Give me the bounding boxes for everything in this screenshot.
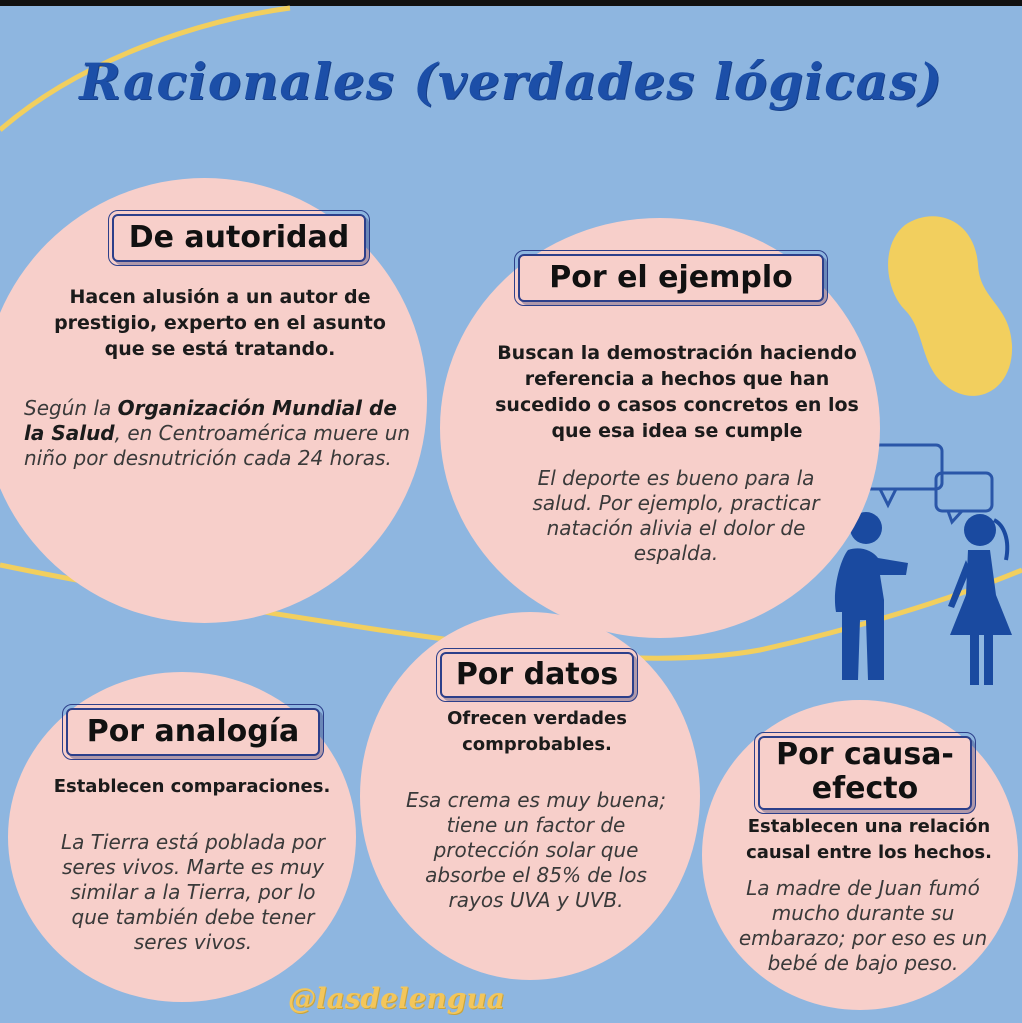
author-handle: @lasdelengua bbox=[288, 982, 505, 1015]
description-autoridad: Hacen alusión a un autor de prestigio, experto en el asunto que se está tratando. bbox=[54, 286, 386, 360]
example-analogia: La Tierra está poblada por seres vivos. Marte es muy similar a la Tierra, por lo que también debe tener seres vivos. bbox=[61, 830, 325, 954]
example-ejemplo: El deporte es bueno para la salud. Por ejemplo, practicar natación alivia el dolor de espalda. bbox=[532, 466, 820, 565]
example-autoridad-post: , en Centroamérica muere un niño por desnutrición cada 24 horas. bbox=[24, 421, 411, 470]
description-datos: Ofrecen verdades comprobables. bbox=[447, 708, 627, 755]
heading-causa bbox=[758, 736, 972, 810]
heading-causa-line1: Por causa- bbox=[776, 737, 954, 772]
heading-autoridad: De autoridad bbox=[112, 214, 366, 262]
page-title: Racionales (verdades lógicas) bbox=[79, 52, 943, 111]
heading-datos: Por datos bbox=[440, 652, 634, 698]
description-causa: Establecen una relación causal entre los hechos. bbox=[746, 816, 992, 863]
heading-ejemplo: Por el ejemplo bbox=[518, 254, 824, 302]
description-ejemplo: Buscan la demostración haciendo referencia a hechos que han sucedido o casos concretos en los que esa idea se cumple bbox=[495, 342, 859, 442]
example-autoridad-pre: Según la bbox=[24, 396, 118, 420]
example-causa: La madre de Juan fumó mucho durante su embarazo; por eso es un bebé de bajo peso. bbox=[738, 876, 988, 975]
heading-analogia: Por analogía bbox=[66, 708, 320, 756]
example-autoridad-bold: Organización Mundial de la Salud bbox=[24, 396, 397, 445]
speech-bubble-icon bbox=[862, 445, 992, 522]
heading-causa-line2: efecto bbox=[811, 771, 919, 806]
woman-figure-icon bbox=[948, 514, 1012, 685]
yellow-blob-icon bbox=[888, 216, 1012, 396]
example-datos: Esa crema es muy buena; tiene un factor de protección solar que absorbe el 85% de los rayos UVA y UVB. bbox=[405, 788, 667, 912]
example-autoridad bbox=[24, 396, 414, 471]
description-analogia: Establecen comparaciones. bbox=[53, 776, 331, 797]
